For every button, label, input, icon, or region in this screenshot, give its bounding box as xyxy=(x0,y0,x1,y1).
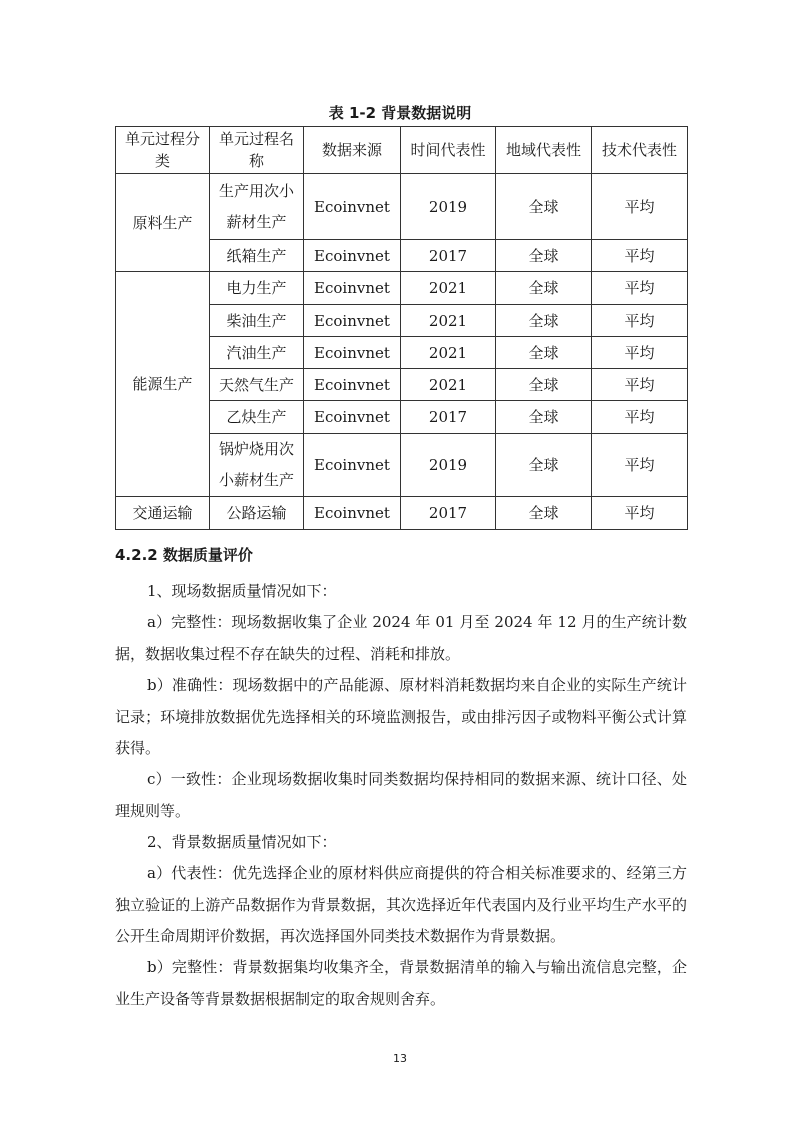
tech-cell: 平均 xyxy=(592,369,688,401)
process-name-cell: 乙炔生产 xyxy=(210,401,304,434)
onsite-consistency-paragraph: c）一致性：企业现场数据收集时同类数据均保持相同的数据来源、统计口径、处理规则等。 xyxy=(115,770,687,820)
year-cell: 2021 xyxy=(401,272,496,305)
source-cell: Ecoinvnet xyxy=(304,240,401,272)
process-name-cell: 电力生产 xyxy=(210,272,304,305)
background-quality-title: 2、背景数据质量情况如下： xyxy=(147,833,337,851)
tech-cell: 平均 xyxy=(592,497,688,530)
source-cell: Ecoinvnet xyxy=(304,272,401,305)
region-cell: 全球 xyxy=(496,497,592,530)
table-row xyxy=(116,174,688,240)
header-time: 时间代表性 xyxy=(401,127,496,174)
source-cell: Ecoinvnet xyxy=(304,305,401,337)
source-cell: Ecoinvnet xyxy=(304,434,401,497)
region-cell: 全球 xyxy=(496,369,592,401)
source-cell: Ecoinvnet xyxy=(304,497,401,530)
section-heading: 4.2.2 数据质量评价 xyxy=(115,546,253,564)
table-row xyxy=(116,272,688,305)
onsite-quality-title: 1、现场数据质量情况如下： xyxy=(147,582,337,600)
year-cell: 2021 xyxy=(401,369,496,401)
region-cell: 全球 xyxy=(496,337,592,369)
category-cell: 能源生产 xyxy=(116,272,210,497)
year-cell: 2021 xyxy=(401,337,496,369)
process-name-cell: 锅炉烧用次小薪材生产 xyxy=(210,434,304,497)
background-representativeness-paragraph: a）代表性：优先选择企业的原材料供应商提供的符合相关标准要求的、经第三方独立验证的上游产品数据作为背景数据，其次选择近年代表国内及行业平均生产水平的公开生命周期评价数据，再次选择国外同类技术数据作为背景数据。 xyxy=(115,864,687,945)
background-data-table xyxy=(115,126,688,530)
year-cell: 2019 xyxy=(401,434,496,497)
year-cell: 2017 xyxy=(401,497,496,530)
region-cell: 全球 xyxy=(496,401,592,434)
source-cell: Ecoinvnet xyxy=(304,401,401,434)
process-name-cell: 公路运输 xyxy=(210,497,304,530)
onsite-accuracy-paragraph: b）准确性：现场数据中的产品能源、原材料消耗数据均来自企业的实际生产统计记录；环境排放数据优先选择相关的环境监测报告，或由排污因子或物料平衡公式计算获得。 xyxy=(115,676,687,757)
header-process-name: 单元过程名称 xyxy=(210,127,304,174)
tech-cell: 平均 xyxy=(592,240,688,272)
source-cell: Ecoinvnet xyxy=(304,337,401,369)
table-row xyxy=(116,497,688,530)
year-cell: 2017 xyxy=(401,401,496,434)
source-cell: Ecoinvnet xyxy=(304,174,401,240)
onsite-completeness-paragraph: a）完整性：现场数据收集了企业 2024 年 01 月至 2024 年 12 月的生产统计数据，数据收集过程不存在缺失的过程、消耗和排放。 xyxy=(115,613,687,663)
tech-cell: 平均 xyxy=(592,401,688,434)
table-header-row xyxy=(116,127,688,174)
source-cell: Ecoinvnet xyxy=(304,369,401,401)
background-completeness-paragraph: b）完整性：背景数据集均收集齐全，背景数据清单的输入与输出流信息完整，企业生产设备等背景数据根据制定的取舍规则舍弃。 xyxy=(115,958,687,1008)
region-cell: 全球 xyxy=(496,434,592,497)
process-name-cell: 生产用次小薪材生产 xyxy=(210,174,304,240)
header-technology: 技术代表性 xyxy=(592,127,688,174)
region-cell: 全球 xyxy=(496,174,592,240)
region-cell: 全球 xyxy=(496,272,592,305)
process-name-cell: 汽油生产 xyxy=(210,337,304,369)
header-data-source: 数据来源 xyxy=(304,127,401,174)
process-name-cell: 纸箱生产 xyxy=(210,240,304,272)
year-cell: 2021 xyxy=(401,305,496,337)
tech-cell: 平均 xyxy=(592,337,688,369)
table-caption: 表 1-2 背景数据说明 xyxy=(328,104,472,122)
process-name-cell: 天然气生产 xyxy=(210,369,304,401)
tech-cell: 平均 xyxy=(592,272,688,305)
header-region: 地域代表性 xyxy=(496,127,592,174)
year-cell: 2017 xyxy=(401,240,496,272)
category-cell: 交通运输 xyxy=(116,497,210,530)
process-name-cell: 柴油生产 xyxy=(210,305,304,337)
year-cell: 2019 xyxy=(401,174,496,240)
page-number: 13 xyxy=(393,1052,407,1065)
region-cell: 全球 xyxy=(496,240,592,272)
header-category: 单元过程分类 xyxy=(116,127,210,174)
tech-cell: 平均 xyxy=(592,174,688,240)
category-cell: 原料生产 xyxy=(116,174,210,272)
region-cell: 全球 xyxy=(496,305,592,337)
tech-cell: 平均 xyxy=(592,434,688,497)
tech-cell: 平均 xyxy=(592,305,688,337)
